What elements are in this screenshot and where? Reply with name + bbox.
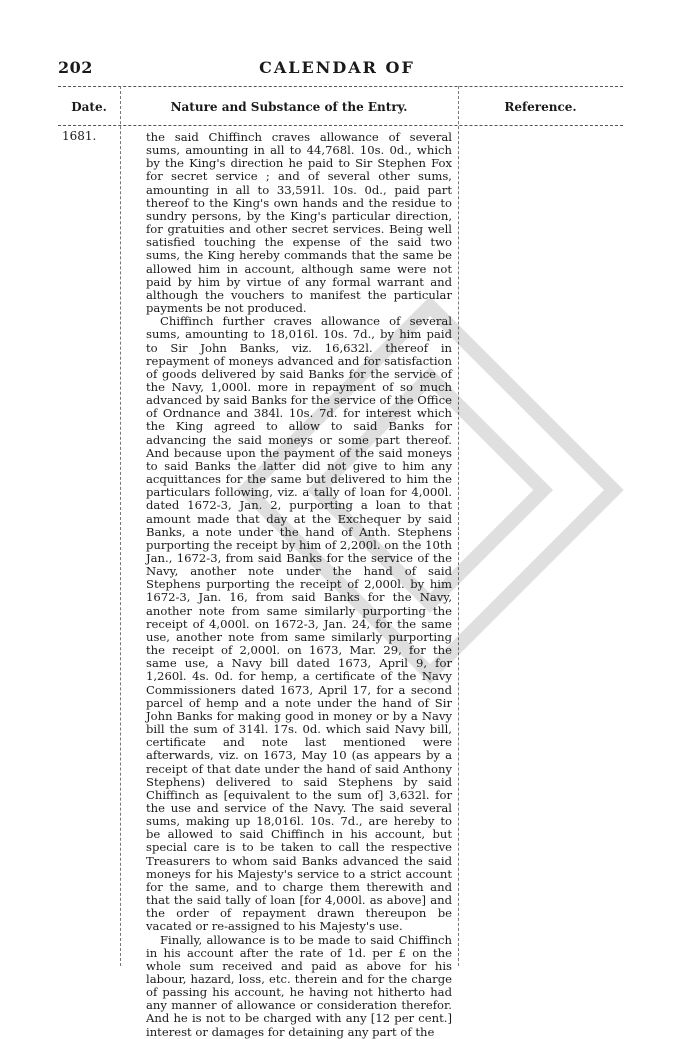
entry-body — [146, 130, 452, 1039]
entry-paragraph-2: Chiffinch further craves allowance of several sums, amounting to 18,016l. 10s. 7d., by him paid to Sir John Banks, viz. 16,632l. thereof in repayment of moneys advanced and for satisfaction of goods delivered by said Banks for the service of the Navy, 1,000l. more in repayment of so much advanced by said Banks for the service of the Office of Ordnance and 384l. 10s. 7d. for interest which the King agreed to allow to said Banks for advancing the said moneys or some part thereof. And because upon the payment of the said moneys to said Banks the latter did not give to him any acquittances for the same but delivered to him the particulars following, viz. a tally of loan for 4,000l. dated 1672-3, Jan. 2, purporting a loan to that amount made that day at the Exchequer by said Banks, a note under the hand of Anth. Stephens purporting the receipt by him of 2,200l. on the 10th Jan., 1672-3, from said Banks for the service of the Navy, another note under the hand of said Stephens purporting the receipt of 2,000l. by him 1672-3, Jan. 16, from said Banks for the Navy, another note from same similarly purporting the receipt of 4,000l. on 1672-3, Jan. 24, for the same use, another note from same similarly purporting the receipt of 2,000l. on 1673, Mar. 29, for the same use, a Navy bill dated 1673, April 9, for 1,260l. 4s. 0d. for hemp, a certificate of the Navy Commissioners dated 1673, April 17, for a second parcel of hemp and a note under the hand of Sir John Banks for making good in money or by a Navy bill the sum of 314l. 17s. 0d. which said Navy bill, certificate and note last mentioned were afterwards, viz. on 1673, May 10 (as appears by a receipt of that date under the hand of said Anthony Stephens) delivered to said Stephens by said Chiffinch as [equivalent to the sum of] 3,632l. for the use and service of the Navy. The said several sums, making up 18,016l. 10s. 7d., are hereby to be allowed to said Chiffinch in his account, but special care is to be taken to call the respective Treasurers to whom said Banks advanced the said moneys for his Majesty's service to a strict account for the same, and to charge them therewith and that the said tally of loan [for 4,000l. as above] and the order of repayment drawn thereupon be vacated or re-assigned to his Majesty's use. — [146, 314, 452, 934]
top-rule — [58, 86, 623, 87]
column-header-nature: Nature and Substance of the Entry. — [170, 100, 408, 114]
entry-year: 1681. — [62, 129, 97, 143]
page-number: 202 — [58, 58, 93, 77]
date-column-divider — [120, 86, 121, 966]
entry-paragraph-1: the said Chiffinch craves allowance of several sums, amounting in all to 44,768l. 10s. 0d., which by the King's direction he paid to Sir Stephen Fox for secret service ; and of several other sums, amounting in all to 33,591l. 10s. 0d., paid part thereof to the King's own hands and the residue to sundry persons, by the King's particular direction, for gratuities and other secret services. Being well satisfied touching the expense of the said two sums, the King hereby commands that the same be allowed him in account, although same were not paid by him by virtue of any formal warrant and although the vouchers to manifest the particular payments be not produced. — [146, 130, 452, 316]
column-header-reference: Reference. — [504, 100, 577, 114]
column-header-date: Date. — [71, 100, 107, 114]
running-title: CALENDAR OF — [259, 58, 415, 77]
reference-column-divider — [458, 86, 459, 966]
header-rule — [58, 125, 623, 126]
entry-paragraph-3: Finally, allowance is to be made to said Chiffinch in his account after the rate of 1d. per £ on the whole sum received and paid as above for his labour, hazard, loss, etc. therein and for the charge of passing his account, he having not hitherto had any manner of allowance or consideration therefor. And he is not to be charged with any [12 per cent.] interest or damages for detaining any part of the — [146, 932, 452, 1039]
